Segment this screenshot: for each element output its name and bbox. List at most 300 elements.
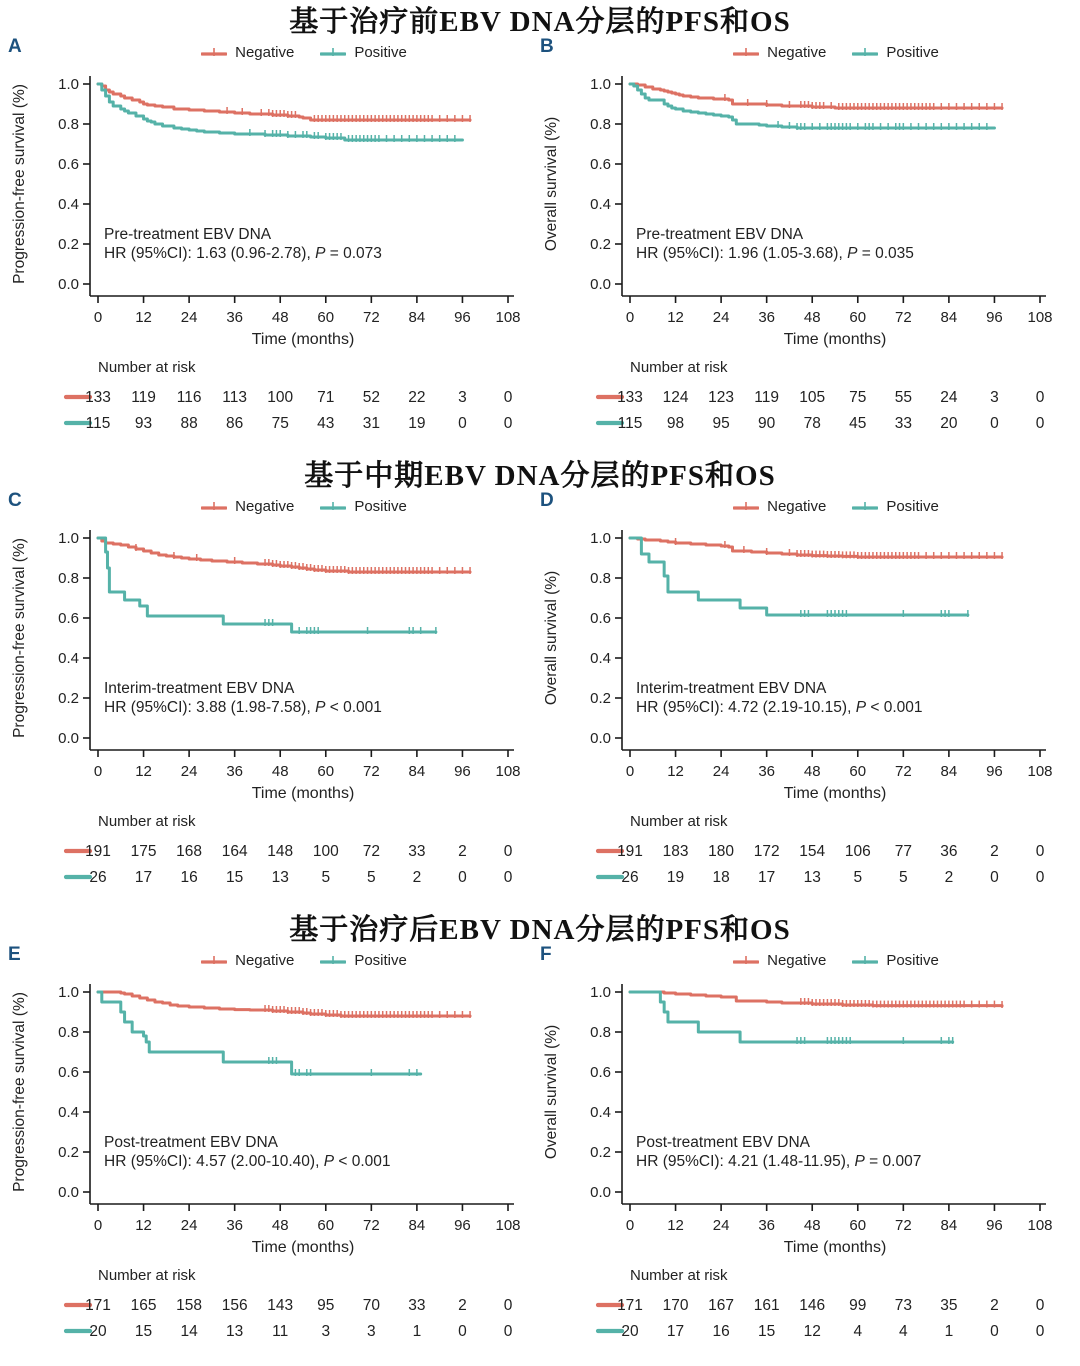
- svg-text:0.2: 0.2: [590, 236, 611, 253]
- risk-count: 165: [130, 1297, 157, 1314]
- risk-count: 16: [712, 1323, 730, 1340]
- legend-b: [600, 40, 1072, 64]
- svg-text:0.8: 0.8: [590, 116, 611, 133]
- risk-count: 0: [1035, 1297, 1045, 1314]
- legend-label-negative: Negative: [767, 951, 827, 969]
- svg-text:108: 108: [1027, 309, 1053, 326]
- risk-count: 0: [1035, 1323, 1045, 1340]
- risk-count: 164: [221, 843, 248, 860]
- panel-letter-c: C: [8, 490, 22, 511]
- annotation-line1: Post-treatment EBV DNA: [636, 1134, 811, 1151]
- risk-count: 4: [899, 1323, 908, 1340]
- risk-count: 119: [131, 389, 156, 406]
- risk-count: 146: [799, 1297, 826, 1314]
- svg-text:36: 36: [758, 763, 776, 780]
- risk-count: 22: [408, 389, 426, 406]
- svg-text:1.0: 1.0: [590, 76, 611, 93]
- risk-count: 123: [708, 389, 735, 406]
- svg-text:24: 24: [180, 309, 198, 326]
- panel-b: [540, 36, 1072, 456]
- risk-table-header: Number at risk: [98, 813, 196, 830]
- risk-count: 2: [944, 869, 954, 886]
- risk-count: 100: [312, 843, 339, 860]
- section-title-pretreatment: 基于治疗前EBV DNA分层的PFS和OS: [289, 6, 791, 38]
- risk-count: 11: [272, 1323, 289, 1340]
- risk-count: 4: [853, 1323, 863, 1340]
- panel-f: [540, 944, 1072, 1364]
- risk-count: 13: [271, 869, 289, 886]
- svg-text:60: 60: [849, 763, 867, 780]
- svg-text:1.0: 1.0: [58, 76, 79, 93]
- risk-count: 20: [621, 1323, 639, 1340]
- panel-d: [540, 490, 1072, 910]
- risk-count: 161: [753, 1297, 780, 1314]
- risk-count: 105: [799, 389, 826, 406]
- svg-text:72: 72: [894, 1217, 912, 1234]
- y-axis-label: Progression-free survival (%): [11, 538, 28, 738]
- risk-count: 116: [176, 389, 202, 406]
- risk-count: 0: [458, 415, 467, 432]
- legend-item-positive: [852, 44, 939, 61]
- risk-count: 31: [362, 415, 380, 432]
- legend-item-positive: [320, 952, 407, 969]
- svg-text:0.4: 0.4: [590, 650, 611, 667]
- annotation-line1: Interim-treatment EBV DNA: [104, 680, 295, 697]
- positive-curve-icon: [852, 953, 878, 967]
- risk-count: 0: [503, 415, 513, 432]
- svg-text:108: 108: [495, 1217, 521, 1234]
- risk-count: 16: [180, 869, 198, 886]
- positive-curve-icon: [320, 953, 346, 967]
- risk-count: 0: [990, 869, 999, 886]
- svg-text:0: 0: [625, 309, 635, 326]
- risk-count: 12: [803, 1323, 821, 1340]
- legend-label-positive: Positive: [354, 497, 407, 515]
- legend-item-negative: [201, 952, 294, 969]
- risk-count: 3: [367, 1323, 376, 1340]
- svg-text:1.0: 1.0: [58, 984, 79, 1001]
- section-title-interim: 基于中期EBV DNA分层的PFS和OS: [304, 460, 776, 492]
- risk-count: 172: [753, 843, 780, 860]
- svg-text:108: 108: [1027, 763, 1053, 780]
- curve-negative: [630, 992, 1002, 1008]
- svg-text:1.0: 1.0: [590, 530, 611, 547]
- y-axis-label: Overall survival (%): [543, 1024, 560, 1160]
- x-axis-label: Time (months): [783, 1239, 887, 1256]
- svg-text:0.2: 0.2: [58, 1144, 79, 1161]
- risk-count: 168: [176, 843, 203, 860]
- risk-table-header: Number at risk: [98, 1267, 196, 1284]
- svg-text:0.6: 0.6: [58, 156, 79, 173]
- legend-item-positive: [320, 498, 407, 515]
- risk-count: 0: [503, 1323, 513, 1340]
- annotation-line2: HR (95%CI): 1.63 (0.96-2.78), P = 0.073: [104, 245, 382, 262]
- svg-text:96: 96: [454, 763, 471, 780]
- axes: [11, 76, 521, 348]
- risk-count: 148: [267, 843, 294, 860]
- risk-count: 0: [1035, 843, 1045, 860]
- svg-text:0.6: 0.6: [590, 156, 611, 173]
- risk-count: 0: [503, 843, 513, 860]
- y-axis-label: Progression-free survival (%): [11, 84, 28, 284]
- hr-annotation: [636, 226, 914, 262]
- risk-table-header: Number at risk: [98, 359, 196, 376]
- legend-item-negative: [733, 952, 826, 969]
- svg-text:84: 84: [408, 1217, 426, 1234]
- panel-letter-d: D: [540, 490, 554, 511]
- risk-count: 167: [708, 1297, 735, 1314]
- risk-count: 171: [85, 1297, 111, 1314]
- section-posttreatment: [8, 912, 1072, 1364]
- svg-text:0.6: 0.6: [590, 1064, 611, 1081]
- negative-curve-icon: [733, 45, 759, 59]
- risk-count: 2: [458, 843, 467, 860]
- section-title-posttreatment: 基于治疗后EBV DNA分层的PFS和OS: [289, 914, 791, 946]
- svg-text:0.0: 0.0: [58, 730, 79, 747]
- axes: [543, 984, 1053, 1256]
- km-plot-e: [8, 972, 540, 1364]
- svg-text:0.4: 0.4: [590, 196, 611, 213]
- risk-count: 13: [226, 1323, 244, 1340]
- svg-text:84: 84: [940, 1217, 958, 1234]
- svg-text:0.2: 0.2: [58, 690, 79, 707]
- section-interim: [8, 458, 1072, 910]
- annotation-line2: HR (95%CI): 3.88 (1.98-7.58), P < 0.001: [104, 699, 382, 716]
- section-pretreatment: [8, 4, 1072, 456]
- legend-label-positive: Positive: [354, 43, 407, 61]
- panel-row-1: [8, 36, 1072, 456]
- svg-text:96: 96: [986, 309, 1003, 326]
- risk-count: 175: [130, 843, 157, 860]
- risk-count: 17: [666, 1323, 685, 1340]
- svg-text:0.2: 0.2: [58, 236, 79, 253]
- risk-count: 26: [89, 869, 107, 886]
- svg-text:36: 36: [758, 309, 776, 326]
- risk-count: 43: [317, 415, 335, 432]
- svg-text:48: 48: [271, 763, 289, 780]
- svg-text:48: 48: [271, 309, 289, 326]
- y-axis-label: Overall survival (%): [543, 570, 560, 706]
- risk-count: 2: [412, 869, 422, 886]
- hr-annotation: [636, 680, 922, 716]
- risk-count: 0: [990, 1323, 999, 1340]
- svg-text:0: 0: [93, 309, 103, 326]
- legend-f: [600, 948, 1072, 972]
- svg-text:108: 108: [1027, 1217, 1053, 1234]
- risk-count: 5: [367, 869, 376, 886]
- risk-count: 33: [408, 1297, 426, 1314]
- hr-annotation: [104, 680, 382, 716]
- risk-count: 5: [899, 869, 908, 886]
- negative-curve-icon: [733, 953, 759, 967]
- hr-annotation: [636, 1134, 921, 1170]
- x-axis-label: Time (months): [783, 331, 887, 348]
- risk-count: 33: [894, 415, 912, 432]
- risk-count: 133: [85, 389, 111, 406]
- risk-count: 119: [754, 389, 780, 406]
- risk-count: 0: [1035, 415, 1045, 432]
- risk-count: 2: [458, 1297, 467, 1314]
- risk-count: 5: [853, 869, 863, 886]
- panel-letter-f: F: [540, 944, 552, 965]
- risk-count: 0: [1035, 869, 1045, 886]
- risk-count: 0: [458, 869, 467, 886]
- panel-row-3: [8, 944, 1072, 1364]
- legend-label-positive: Positive: [886, 497, 939, 515]
- risk-table: [598, 1267, 1045, 1340]
- legend-label-positive: Positive: [354, 951, 407, 969]
- risk-count: 35: [940, 1297, 958, 1314]
- risk-count: 70: [362, 1297, 380, 1314]
- svg-text:60: 60: [317, 763, 335, 780]
- annotation-line1: Pre-treatment EBV DNA: [636, 226, 804, 243]
- risk-count: 33: [408, 843, 426, 860]
- risk-count: 14: [180, 1323, 198, 1340]
- km-plot-a: [8, 64, 540, 456]
- x-axis-label: Time (months): [783, 785, 887, 802]
- svg-text:48: 48: [803, 763, 821, 780]
- svg-text:0.2: 0.2: [590, 690, 611, 707]
- svg-text:72: 72: [362, 309, 380, 326]
- risk-count: 1: [944, 1323, 954, 1340]
- axes: [11, 984, 521, 1256]
- risk-count: 55: [894, 389, 912, 406]
- svg-text:96: 96: [986, 763, 1003, 780]
- risk-count: 95: [317, 1297, 335, 1314]
- y-axis-label: Overall survival (%): [543, 116, 560, 252]
- risk-count: 2: [990, 843, 999, 860]
- annotation-line1: Interim-treatment EBV DNA: [636, 680, 827, 697]
- legend-item-positive: [852, 498, 939, 515]
- risk-table-header: Number at risk: [630, 1267, 728, 1284]
- risk-count: 90: [758, 415, 776, 432]
- risk-count: 191: [85, 843, 111, 860]
- svg-text:60: 60: [849, 309, 867, 326]
- legend-label-negative: Negative: [767, 43, 827, 61]
- risk-count: 0: [1035, 389, 1045, 406]
- risk-count: 1: [412, 1323, 422, 1340]
- risk-count: 0: [503, 1297, 513, 1314]
- risk-count: 18: [712, 869, 730, 886]
- svg-text:108: 108: [495, 309, 521, 326]
- risk-count: 183: [662, 843, 689, 860]
- svg-text:24: 24: [712, 309, 730, 326]
- positive-curve-icon: [852, 45, 878, 59]
- legend-label-negative: Negative: [767, 497, 827, 515]
- risk-count: 170: [662, 1297, 689, 1314]
- svg-text:0.0: 0.0: [590, 730, 611, 747]
- svg-text:36: 36: [758, 1217, 776, 1234]
- risk-count: 17: [758, 869, 776, 886]
- risk-count: 113: [222, 389, 248, 406]
- risk-count: 71: [317, 389, 335, 406]
- risk-count: 17: [134, 869, 153, 886]
- svg-text:60: 60: [317, 1217, 335, 1234]
- svg-text:72: 72: [362, 1217, 380, 1234]
- svg-text:0.6: 0.6: [590, 610, 611, 627]
- legend-label-negative: Negative: [235, 497, 295, 515]
- risk-count: 15: [758, 1323, 776, 1340]
- curve-positive: [98, 992, 421, 1076]
- risk-count: 3: [990, 389, 999, 406]
- risk-count: 52: [362, 389, 380, 406]
- legend-item-negative: [733, 44, 826, 61]
- svg-text:84: 84: [408, 763, 426, 780]
- svg-text:96: 96: [454, 1217, 471, 1234]
- risk-table-header: Number at risk: [630, 359, 728, 376]
- svg-text:0: 0: [625, 763, 635, 780]
- risk-count: 5: [321, 869, 331, 886]
- risk-count: 100: [267, 389, 294, 406]
- negative-curve-icon: [201, 953, 227, 967]
- svg-text:108: 108: [495, 763, 521, 780]
- svg-text:0: 0: [93, 1217, 103, 1234]
- annotation-line1: Pre-treatment EBV DNA: [104, 226, 272, 243]
- x-axis-label: Time (months): [251, 331, 355, 348]
- risk-count: 158: [176, 1297, 203, 1314]
- svg-text:60: 60: [849, 1217, 867, 1234]
- negative-curve-icon: [733, 499, 759, 513]
- svg-text:0.4: 0.4: [58, 196, 79, 213]
- risk-count: 180: [708, 843, 735, 860]
- svg-text:48: 48: [803, 1217, 821, 1234]
- hr-annotation: [104, 1134, 390, 1170]
- svg-text:36: 36: [226, 309, 244, 326]
- svg-text:12: 12: [667, 309, 684, 326]
- svg-text:96: 96: [454, 309, 471, 326]
- risk-count: 156: [221, 1297, 248, 1314]
- risk-count: 133: [617, 389, 643, 406]
- risk-count: 0: [458, 1323, 467, 1340]
- risk-count: 77: [894, 843, 912, 860]
- risk-table-header: Number at risk: [630, 813, 728, 830]
- risk-count: 24: [940, 389, 958, 406]
- svg-text:0.0: 0.0: [590, 1184, 611, 1201]
- annotation-line2: HR (95%CI): 4.72 (2.19-10.15), P < 0.001: [636, 699, 923, 716]
- km-plot-f: [540, 972, 1072, 1364]
- km-plot-d: [540, 518, 1072, 910]
- svg-text:36: 36: [226, 763, 244, 780]
- risk-count: 20: [89, 1323, 107, 1340]
- svg-text:12: 12: [135, 309, 152, 326]
- legend-label-positive: Positive: [886, 951, 939, 969]
- risk-count: 78: [803, 415, 821, 432]
- risk-count: 99: [849, 1297, 867, 1314]
- positive-curve-icon: [320, 45, 346, 59]
- legend-d: [600, 494, 1072, 518]
- svg-text:12: 12: [667, 1217, 684, 1234]
- legend-item-positive: [852, 952, 939, 969]
- km-plot-b: [540, 64, 1072, 456]
- legend-label-positive: Positive: [886, 43, 939, 61]
- legend-item-negative: [201, 44, 294, 61]
- svg-text:0.8: 0.8: [58, 1024, 79, 1041]
- risk-count: 0: [503, 869, 513, 886]
- svg-text:0.2: 0.2: [590, 1144, 611, 1161]
- risk-count: 98: [666, 415, 685, 432]
- svg-text:12: 12: [135, 763, 152, 780]
- risk-table: [598, 359, 1045, 432]
- legend-a: [68, 40, 540, 64]
- svg-text:24: 24: [712, 763, 730, 780]
- km-plot-c: [8, 518, 540, 910]
- panel-letter-b: B: [540, 36, 554, 57]
- curve-negative: [630, 538, 1002, 559]
- negative-curve-icon: [201, 45, 227, 59]
- risk-table: [66, 1267, 513, 1340]
- panel-e: [8, 944, 540, 1364]
- curve-positive: [630, 992, 953, 1044]
- risk-count: 45: [849, 415, 867, 432]
- curve-negative: [98, 538, 470, 574]
- risk-count: 73: [894, 1297, 912, 1314]
- risk-count: 13: [803, 869, 821, 886]
- risk-count: 124: [662, 389, 689, 406]
- risk-count: 15: [134, 1323, 153, 1340]
- positive-curve-icon: [852, 499, 878, 513]
- risk-count: 88: [180, 415, 198, 432]
- risk-count: 191: [617, 843, 643, 860]
- svg-text:12: 12: [135, 1217, 152, 1234]
- svg-text:0.6: 0.6: [58, 610, 79, 627]
- svg-text:0.0: 0.0: [58, 276, 79, 293]
- x-axis-label: Time (months): [251, 785, 355, 802]
- panel-letter-e: E: [8, 944, 21, 965]
- svg-text:72: 72: [894, 309, 912, 326]
- x-axis-label: Time (months): [251, 1239, 355, 1256]
- legend-label-negative: Negative: [235, 43, 295, 61]
- risk-count: 75: [271, 415, 289, 432]
- risk-count: 0: [990, 415, 999, 432]
- svg-text:0.0: 0.0: [58, 1184, 79, 1201]
- curve-negative: [98, 992, 470, 1018]
- svg-text:12: 12: [667, 763, 684, 780]
- svg-text:0.0: 0.0: [590, 276, 611, 293]
- axes: [543, 530, 1053, 802]
- positive-curve-icon: [320, 499, 346, 513]
- svg-text:0.8: 0.8: [590, 1024, 611, 1041]
- risk-count: 93: [134, 415, 153, 432]
- svg-text:0.4: 0.4: [58, 1104, 79, 1121]
- svg-text:0.8: 0.8: [590, 570, 611, 587]
- svg-text:96: 96: [986, 1217, 1003, 1234]
- risk-table: [66, 813, 513, 886]
- risk-count: 143: [267, 1297, 294, 1314]
- curve-negative: [630, 84, 1002, 110]
- panel-letter-a: A: [8, 36, 22, 57]
- risk-count: 36: [940, 843, 958, 860]
- risk-count: 106: [844, 843, 871, 860]
- axes: [543, 76, 1053, 348]
- risk-count: 3: [321, 1323, 331, 1340]
- risk-count: 171: [617, 1297, 643, 1314]
- panel-c: [8, 490, 540, 910]
- svg-text:0: 0: [625, 1217, 635, 1234]
- panel-row-2: [8, 490, 1072, 910]
- risk-count: 19: [408, 415, 426, 432]
- risk-count: 0: [503, 389, 513, 406]
- svg-text:0: 0: [93, 763, 103, 780]
- risk-count: 3: [458, 389, 467, 406]
- curve-positive: [630, 538, 968, 617]
- svg-text:72: 72: [894, 763, 912, 780]
- legend-c: [68, 494, 540, 518]
- annotation-line1: Post-treatment EBV DNA: [104, 1134, 279, 1151]
- svg-text:24: 24: [180, 1217, 198, 1234]
- curve-negative: [98, 84, 470, 122]
- risk-table: [66, 359, 513, 432]
- y-axis-label: Progression-free survival (%): [11, 992, 28, 1192]
